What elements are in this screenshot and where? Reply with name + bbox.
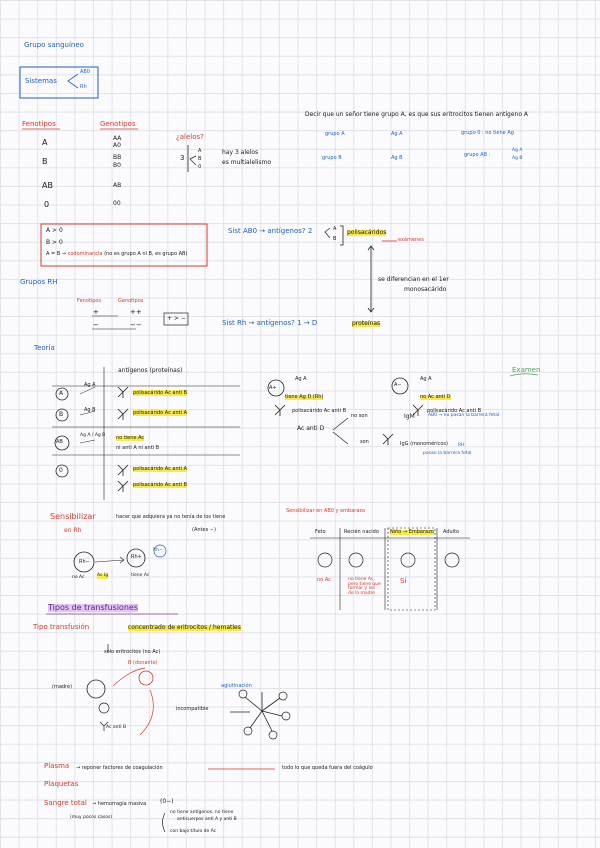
rh-fenotipos: Fenotipos <box>77 298 102 304</box>
fenotipo-ab: AB <box>42 181 53 190</box>
sist-rh: Sist Rh → antígenos? 1 → D <box>222 319 318 327</box>
teoria-text <box>133 411 187 416</box>
diferencia-line: se diferencian en el 1er <box>378 276 449 283</box>
sens-abo-note: Sí <box>400 577 407 585</box>
sens-abo-note: no Ac <box>317 577 331 583</box>
teoria-t2: polisacárido Ac anti B <box>133 482 188 488</box>
ag-b-label: Ag B <box>391 155 403 161</box>
madre-label: (madre) <box>52 684 73 690</box>
tipo-transfusion: Tipo transfusión <box>33 623 90 631</box>
codominancia-note: (no es grupo A ni B, es grupo AB) <box>104 251 188 257</box>
igg-rh: RH <box>458 443 465 448</box>
teoria-ag: Ag B <box>84 407 96 413</box>
fenotipo-a: A <box>42 138 48 147</box>
fenotipos-heading: Fenotipos <box>22 120 56 128</box>
alelos-text: es multialelismo <box>222 159 272 166</box>
sensibilizar-title: Sensibilizar <box>50 512 96 521</box>
plasma-extra: todo lo que queda fuera del coágulo <box>282 765 373 771</box>
dominancia-line: A > 0 <box>46 227 63 234</box>
teoria-header: antígenos (proteínas) <box>118 367 183 374</box>
rh-neg-poly: polisacárido Ac anti B <box>427 408 482 414</box>
rh-cell: ++ <box>130 308 142 316</box>
alelos-question: ¿alelos? <box>176 133 204 141</box>
plasma-label: Plasma <box>44 762 70 770</box>
antigeno-a: A <box>333 226 337 232</box>
teoria-text <box>133 391 187 396</box>
dominancia-line: A = B → codominancia (no es grupo A ni B, es grupo AB) <box>46 251 188 257</box>
abo-barrera: AB0 → no pasan la barrera fetal <box>428 413 500 418</box>
teoria-ag: Ag A <box>84 382 96 388</box>
igm: IgM <box>404 413 415 420</box>
rh-cell: − <box>93 321 99 329</box>
sangre-total-sub: (muy pocos casos) <box>70 815 113 820</box>
genotipo-cell: AB <box>113 182 122 189</box>
grupos-rh-title: Grupos RH <box>20 278 58 286</box>
teoria-t1: polisacárido Ac anti A <box>133 466 188 472</box>
grupo-ab-label: grupo AB : <box>464 152 491 158</box>
dominancia-line: B > 0 <box>46 239 63 246</box>
rh-neg-ag: Ag A <box>420 376 432 382</box>
proteinas: proteínas <box>352 320 381 327</box>
grupo0-label: (0−) <box>160 798 174 805</box>
grupo-a-label: grupo A <box>325 131 345 137</box>
teoria-t1: polisacárido Ac anti A <box>133 410 188 416</box>
incompatible-label: incompatible <box>176 706 209 712</box>
plasma-def: → reponer factores de coagulación <box>76 765 163 771</box>
teoria-circle: 0 <box>59 467 63 474</box>
rh-neg-circle: A− <box>394 382 402 388</box>
ag-b-label: Ag B <box>512 156 523 161</box>
genotipo-cell: A0 <box>113 142 121 149</box>
rh-pos-ag: Ag A <box>295 376 307 382</box>
sens-col: Recién nacido <box>344 529 379 535</box>
sens-note: Ac Ig <box>97 573 109 578</box>
aglutinacion-label: aglutinación <box>221 683 252 689</box>
grupo-b-label: grupo B <box>322 155 342 161</box>
plaquetas-label: Plaquetas <box>44 780 79 788</box>
sangre-total-def: → hemorragia masiva <box>92 801 147 807</box>
rh-pos-poly: polisacárido Ac anti B <box>292 408 347 414</box>
sens-col: Niño → Embarazo <box>390 529 434 535</box>
sens-circle: Rh− <box>79 559 90 565</box>
tipo-transfusion-sub: solo eritrocitos (no Ac) <box>104 649 161 655</box>
rh-neg-noac: no Ac anti D <box>420 394 451 400</box>
son: son <box>360 439 369 445</box>
sistema-abo: AB0 <box>80 69 91 75</box>
alelo-letter: B <box>198 156 202 162</box>
igg: IgG (monoméricos) <box>400 441 448 447</box>
examenes: exámenes <box>398 237 424 243</box>
sens-circle: Rh− <box>153 548 163 553</box>
teoria-circle: B <box>59 411 64 418</box>
fenotipo-b: B <box>42 157 48 166</box>
sangre-total-label: Sangre total <box>44 799 87 807</box>
rh-pos-agd: tiene Ag D (Rh) <box>285 394 324 400</box>
tipo-transfusion-def: concentrado de eritrocitos / hematíes <box>128 624 241 631</box>
genotipo-cell: AA <box>113 135 122 142</box>
ab-equal: A = B <box>46 251 61 257</box>
grupo0-line: anticuerpos anti A y anti B <box>177 817 237 822</box>
sistema-rh: Rh <box>80 84 87 90</box>
grupo-0-label: grupo 0 : no tiene Ag <box>461 130 514 136</box>
ag-a-label: Ag A <box>391 131 403 137</box>
alelos-text: hay 3 alelos <box>222 149 259 156</box>
examen-label: Examen <box>512 366 541 374</box>
ac-anti-d: Ac anti D <box>297 425 325 432</box>
sens-circle: Rh+ <box>131 554 142 560</box>
rh-cell: + <box>93 308 99 316</box>
no-son: no son <box>351 413 368 419</box>
alelo-letter: 0 <box>198 164 202 170</box>
fenotipo-0: 0 <box>44 200 50 209</box>
polisacaridos: polisacáridos <box>347 229 387 236</box>
teoria-circle: A <box>59 390 64 397</box>
codominancia: codominancia <box>67 251 103 257</box>
teoria-t1: no tiene Ac <box>116 435 145 441</box>
dominancia-box <box>41 224 207 266</box>
rh-genotipos: Genotipos <box>118 298 144 304</box>
ag-a-label: Ag A <box>512 148 523 153</box>
sens-col: Feto <box>315 529 326 535</box>
teoria-t1: polisacárido Ac anti B <box>133 390 188 396</box>
sens-abo-title: Sensibilizar en AB0 y embarazo <box>286 508 366 514</box>
ac-anti-b-label: Ac anti B <box>106 725 127 730</box>
alelo-letter: A <box>198 148 202 154</box>
rh-cell: −− <box>130 321 142 329</box>
teoria-t2: ni anti A ni anti B <box>116 445 160 451</box>
sistemas-label: Sistemas <box>25 77 57 85</box>
sens-note: no Ac <box>72 575 85 580</box>
genotipo-cell: BB <box>113 154 122 161</box>
alelos-count: 3 <box>180 154 185 162</box>
rh-pos-circle: A+ <box>269 385 277 391</box>
genotipo-cell: B0 <box>113 162 121 169</box>
sensibilizar-def: hacer que adquiera ya no tenía de los tiene <box>116 514 226 520</box>
tipos-title: Tipos de transfusiones <box>48 603 138 612</box>
teoria-ag: Ag A / Ag B <box>80 433 106 438</box>
sens-note: tiene Ac <box>131 573 150 578</box>
grupo0-line: con bajo título de Ac <box>170 829 217 834</box>
sist-abo: Sist AB0 → antígenos? 2 <box>228 227 313 235</box>
page-title: Grupo sanguíneo <box>24 41 84 49</box>
decir-text: Decir que un señor tiene grupo A, es que sus eritrocitos tienen antígeno A <box>305 111 529 118</box>
donante-label: B (donante) <box>128 660 158 666</box>
diferencia-line: monosacárido <box>404 286 447 293</box>
teoria-circle: AB <box>56 439 63 445</box>
teoria-title: Teoría <box>34 344 55 352</box>
rh-dominance: + > − <box>167 315 186 322</box>
pasa-barrera: pasan la barrera fetal <box>423 451 472 456</box>
sens-abo-note: no tiene Ac, pero tiene que formar y los de la madre <box>348 577 381 596</box>
antigeno-b: B <box>333 236 337 242</box>
genotipos-heading: Genotipos <box>100 120 136 128</box>
sens-col: Adulto <box>443 529 460 535</box>
grupo0-line: no tiene antígenos, no tiene <box>170 810 234 815</box>
genotipo-cell: 00 <box>113 200 121 207</box>
sensibilizar-sub: en Rh <box>64 527 82 534</box>
sensibilizar-note: (Antes −) <box>192 527 216 533</box>
